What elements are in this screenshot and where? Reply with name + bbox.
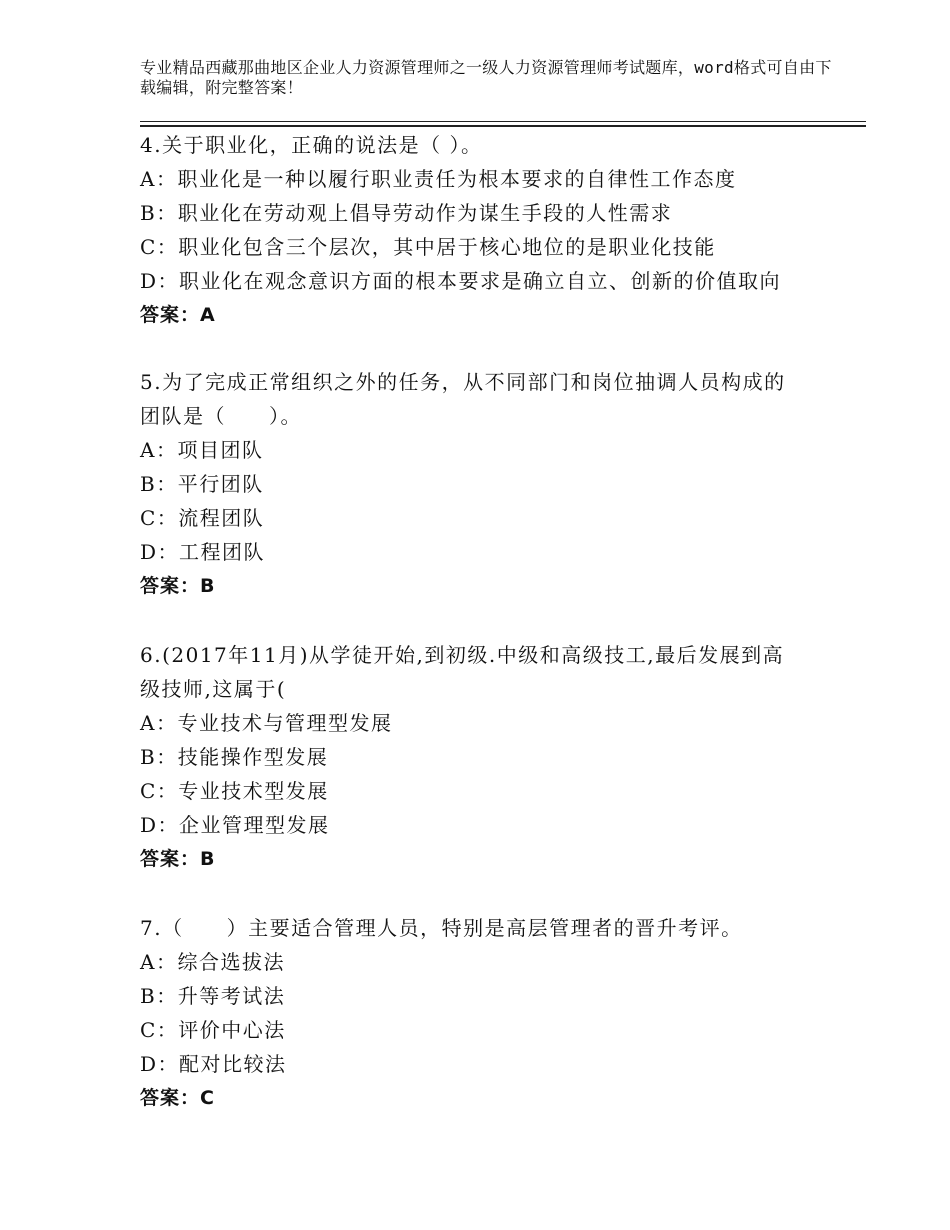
option-d: D：配对比较法 — [140, 1052, 287, 1076]
question-4 — [140, 128, 830, 332]
question-stem: 4.关于职业化，正确的说法是（ ）。 — [140, 133, 483, 157]
option-b: B：职业化在劳动观上倡导劳动作为谋生手段的人性需求 — [140, 201, 673, 225]
question-stem-line-2: 级技师,这属于( — [140, 677, 287, 701]
option-c: C：评价中心法 — [140, 1018, 286, 1042]
answer-label: 答案：C — [140, 1087, 215, 1109]
header-divider-thick — [140, 125, 866, 127]
header-divider-thin — [140, 121, 866, 122]
question-7 — [140, 911, 830, 1115]
option-c: C：专业技术型发展 — [140, 779, 329, 803]
option-a: A：综合选拔法 — [140, 950, 285, 974]
question-5 — [140, 365, 830, 603]
option-d: D：工程团队 — [140, 540, 266, 564]
option-a: A：项目团队 — [140, 438, 264, 462]
option-a: A：专业技术与管理型发展 — [140, 711, 393, 735]
option-c: C：职业化包含三个层次，其中居于核心地位的是职业化技能 — [140, 235, 716, 259]
option-d: D：企业管理型发展 — [140, 813, 330, 837]
option-c: C：流程团队 — [140, 506, 265, 530]
option-b: B：平行团队 — [140, 472, 264, 496]
question-6 — [140, 638, 830, 876]
option-d: D：职业化在观念意识方面的根本要求是确立自立、创新的价值取向 — [140, 269, 782, 293]
question-stem: 7.（ ）主要适合管理人员，特别是高层管理者的晋升考评。 — [140, 916, 743, 940]
document-header — [140, 58, 840, 98]
header-title: 专业精品西藏那曲地区企业人力资源管理师之一级人力资源管理师考试题库，word格式可自由下载编辑，附完整答案！ — [140, 58, 832, 97]
question-stem-line-1: 5.为了完成正常组织之外的任务，从不同部门和岗位抽调人员构成的 — [140, 370, 786, 394]
option-b: B：技能操作型发展 — [140, 745, 329, 769]
answer-label: 答案：B — [140, 575, 216, 597]
option-a: A：职业化是一种以履行职业责任为根本要求的自律性工作态度 — [140, 167, 737, 191]
question-stem-line-1: 6.(2017年11月)从学徒开始,到初级.中级和高级技工,最后发展到高 — [140, 643, 785, 667]
answer-label: 答案：B — [140, 848, 216, 870]
option-b: B：升等考试法 — [140, 984, 286, 1008]
question-stem-line-2: 团队是（ ）。 — [140, 404, 302, 428]
answer-label: 答案：A — [140, 304, 216, 326]
